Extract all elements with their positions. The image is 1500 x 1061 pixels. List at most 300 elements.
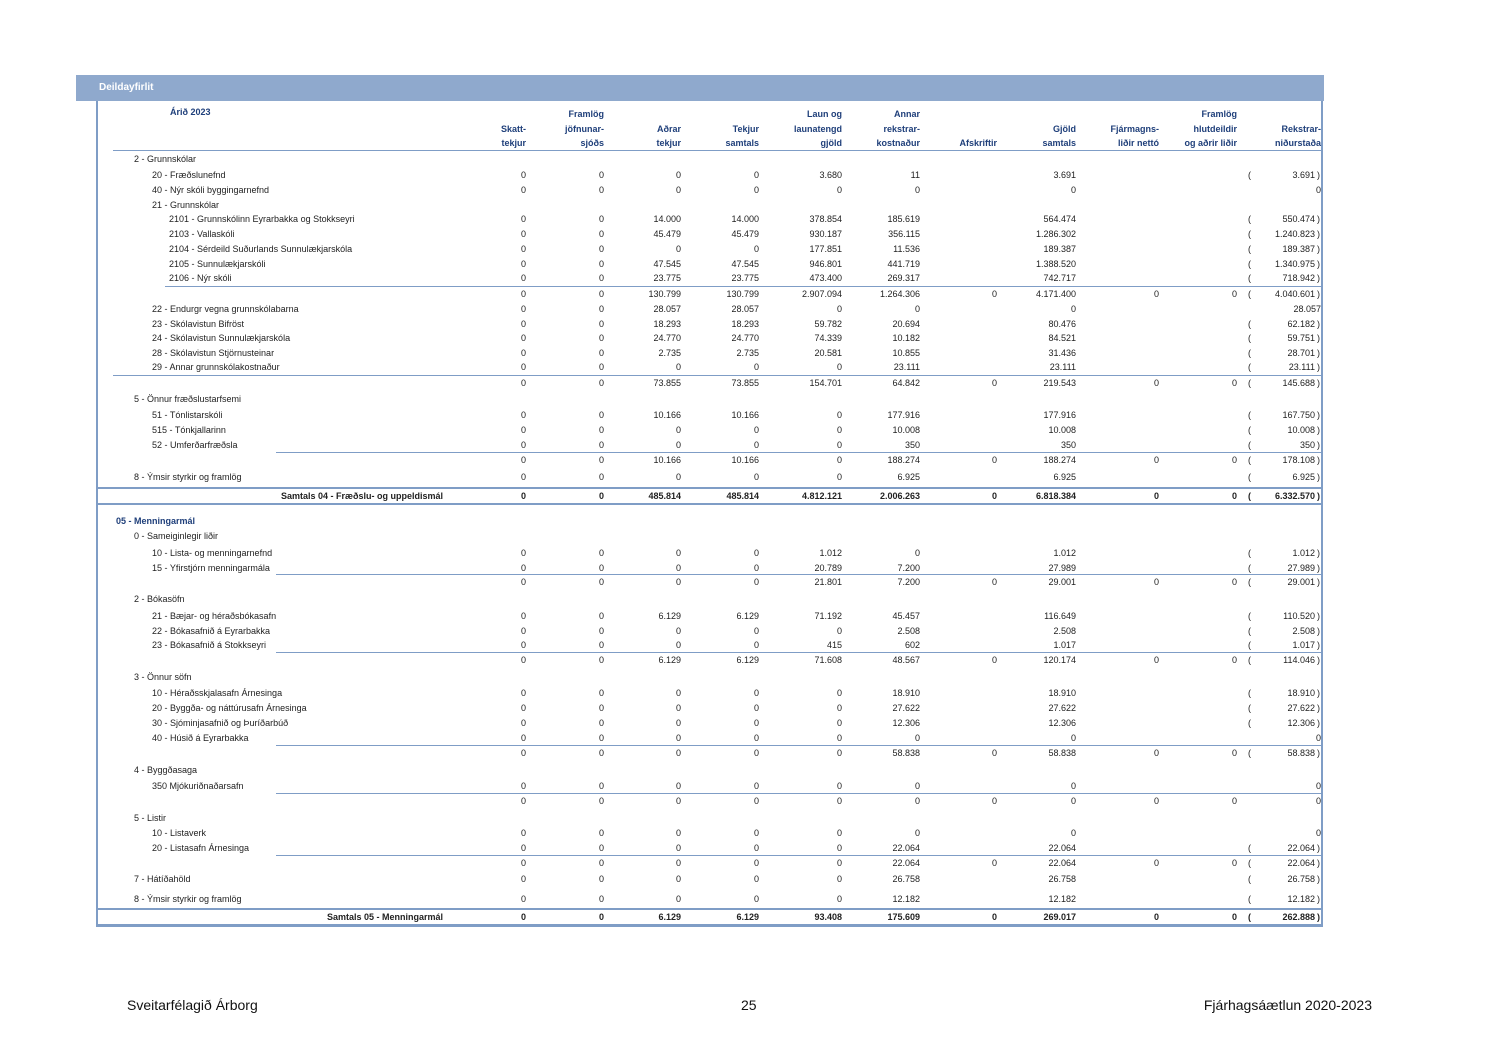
negative-close-paren: ) — [1317, 611, 1320, 621]
cell-col-1: 0 — [520, 170, 526, 180]
cell-col-5: 946.801 — [809, 259, 842, 269]
cell-result: 18.910 — [1287, 688, 1315, 698]
row-label: 52 - Umferðarfræðsla — [152, 440, 238, 450]
cell-col-5: 0 — [836, 455, 842, 465]
column-header-7-line-3: Afskriftir — [959, 138, 997, 148]
cell-col-1: 0 — [520, 410, 526, 420]
cell-col-6: 20.694 — [892, 319, 920, 329]
cell-col-6: 48.567 — [892, 655, 920, 665]
footer-municipality: Sveitarfélagið Árborg — [127, 997, 258, 1013]
cell-col-5: 0 — [836, 733, 842, 743]
table-row — [0, 423, 1500, 437]
subtotal-rule — [276, 452, 1321, 453]
cell-col-1: 0 — [520, 718, 526, 728]
cell-col-6: 7.200 — [897, 563, 920, 573]
cell-col-2: 0 — [598, 362, 604, 372]
row-label: 05 - Menningarmál — [116, 516, 196, 526]
negative-close-paren: ) — [1317, 491, 1320, 501]
cell-col-2: 0 — [598, 733, 604, 743]
negative-open-paren: ( — [1248, 472, 1251, 482]
table-row — [0, 242, 1500, 256]
cell-col-2: 0 — [598, 185, 604, 195]
cell-col-8: 0 — [1070, 781, 1076, 791]
cell-col-10: 0 — [1231, 796, 1237, 806]
cell-col-9: 0 — [1153, 796, 1159, 806]
section-heading — [0, 514, 1500, 528]
negative-close-paren: ) — [1317, 378, 1320, 388]
cell-col-3: 0 — [675, 170, 681, 180]
cell-col-4: 28.057 — [731, 304, 759, 314]
cell-col-2: 0 — [598, 640, 604, 650]
table-row — [0, 841, 1500, 855]
cell-result: 3.691 — [1292, 170, 1315, 180]
cell-col-8: 0 — [1070, 304, 1076, 314]
negative-close-paren: ) — [1317, 472, 1320, 482]
cell-col-1: 0 — [520, 319, 526, 329]
table-row — [0, 346, 1500, 360]
cell-col-3: 130.799 — [648, 289, 681, 299]
cell-col-1: 0 — [520, 894, 526, 904]
cell-col-1: 0 — [520, 688, 526, 698]
cell-col-2: 0 — [598, 170, 604, 180]
cell-col-6: 45.457 — [892, 611, 920, 621]
cell-result: 1.240.823 — [1274, 229, 1315, 239]
column-header-9-line-2: Fjármagns- — [1110, 123, 1159, 134]
cell-col-6: 0 — [914, 548, 920, 558]
cell-col-3: 0 — [675, 733, 681, 743]
cell-result: 23.111 — [1288, 362, 1315, 372]
column-header-6-line-3: kostnaður — [876, 138, 920, 148]
cell-col-8: 27.622 — [1048, 703, 1076, 713]
cell-col-5: 0 — [836, 828, 842, 838]
cell-col-8: 84.521 — [1048, 333, 1076, 343]
cell-result: 0 — [1315, 781, 1321, 791]
negative-close-paren: ) — [1317, 362, 1320, 372]
cell-result: 350 — [1299, 440, 1315, 450]
footer-page-number: 25 — [741, 997, 757, 1013]
cell-result: 2.508 — [1292, 626, 1315, 636]
negative-close-paren: ) — [1317, 289, 1320, 299]
cell-col-8: 3.691 — [1053, 170, 1076, 180]
cell-col-4: 14.000 — [731, 214, 759, 224]
cell-col-3: 10.166 — [653, 410, 681, 420]
cell-col-3: 23.775 — [653, 273, 681, 283]
cell-col-4: 0 — [753, 796, 759, 806]
cell-col-5: 2.907.094 — [801, 289, 842, 299]
subtotal-rule — [276, 574, 1321, 575]
column-header-8-line-2: Gjöld — [1053, 123, 1076, 134]
cell-col-9: 0 — [1153, 655, 1159, 665]
cell-col-3: 0 — [675, 563, 681, 573]
cell-col-4: 0 — [753, 185, 759, 195]
cell-col-7: 0 — [991, 455, 997, 465]
cell-col-2: 0 — [598, 348, 604, 358]
row-label: 29 - Annar grunnskólakostnaður — [152, 362, 280, 372]
negative-open-paren: ( — [1248, 455, 1251, 465]
table-row — [0, 227, 1500, 241]
cell-col-5: 21.801 — [814, 577, 842, 587]
cell-result: 114.046 — [1283, 655, 1315, 665]
column-header-6-line-2: rekstrar- — [883, 123, 920, 134]
cell-col-8: 350 — [1060, 440, 1076, 450]
cell-col-1: 0 — [520, 378, 526, 388]
cell-col-1: 0 — [520, 858, 526, 868]
row-label: 2101 - Grunnskólinn Eyrarbakka og Stokkseyri — [169, 214, 355, 224]
cell-result: 718.942 — [1282, 273, 1315, 283]
cell-col-8: 6.925 — [1053, 472, 1076, 482]
cell-col-5: 20.789 — [814, 563, 842, 573]
negative-open-paren: ( — [1248, 333, 1251, 343]
column-header-11-line-2: Rekstrar- — [1281, 123, 1321, 134]
cell-col-1: 0 — [520, 244, 526, 254]
column-header-5-line-1: Laun og — [807, 109, 842, 119]
cell-col-2: 0 — [598, 289, 604, 299]
subtotal-rule — [276, 745, 1321, 746]
cell-col-5: 0 — [836, 796, 842, 806]
cell-col-5: 1.012 — [819, 548, 842, 558]
cell-col-2: 0 — [598, 796, 604, 806]
cell-result: 0 — [1315, 185, 1321, 195]
negative-close-paren: ) — [1317, 718, 1320, 728]
negative-close-paren: ) — [1317, 244, 1320, 254]
cell-col-1: 0 — [520, 577, 526, 587]
group-heading — [0, 763, 1500, 777]
cell-col-8: 12.306 — [1048, 718, 1076, 728]
cell-col-8: 116.649 — [1044, 611, 1076, 621]
cell-col-7: 0 — [991, 748, 997, 758]
cell-col-4: 0 — [753, 843, 759, 853]
cell-col-6: 0 — [914, 733, 920, 743]
negative-close-paren: ) — [1317, 563, 1320, 573]
cell-col-6: 22.064 — [892, 858, 920, 868]
negative-open-paren: ( — [1248, 640, 1251, 650]
cell-col-1: 0 — [520, 425, 526, 435]
negative-close-paren: ) — [1317, 858, 1320, 868]
subtotal-row — [0, 794, 1500, 808]
negative-open-paren: ( — [1248, 491, 1251, 501]
negative-open-paren: ( — [1248, 718, 1251, 728]
cell-col-7: 0 — [991, 912, 997, 922]
cell-col-10: 0 — [1231, 491, 1237, 501]
cell-col-6: 0 — [914, 185, 920, 195]
cell-col-8: 26.758 — [1048, 874, 1076, 884]
negative-open-paren: ( — [1248, 912, 1251, 922]
cell-col-8: 31.436 — [1048, 348, 1076, 358]
cell-col-5: 0 — [836, 626, 842, 636]
cell-col-1: 0 — [520, 563, 526, 573]
row-label: 24 - Skólavistun Sunnulækjarskóla — [152, 333, 291, 343]
cell-col-4: 130.799 — [726, 289, 759, 299]
cell-col-1: 0 — [520, 843, 526, 853]
row-label: 28 - Skólavistun Stjörnusteinar — [152, 348, 275, 358]
cell-col-3: 0 — [675, 828, 681, 838]
cell-result: 22.064 — [1287, 858, 1315, 868]
cell-col-2: 0 — [598, 548, 604, 558]
negative-close-paren: ) — [1317, 548, 1320, 558]
cell-col-5: 0 — [836, 688, 842, 698]
group-heading — [0, 811, 1500, 825]
cell-col-4: 0 — [753, 703, 759, 713]
table-row — [0, 168, 1500, 182]
total-bottom-rule — [97, 503, 1322, 505]
cell-col-7: 0 — [991, 796, 997, 806]
cell-col-8: 219.543 — [1043, 378, 1076, 388]
cell-col-6: 0 — [914, 828, 920, 838]
cell-col-1: 0 — [520, 655, 526, 665]
cell-col-1: 0 — [520, 781, 526, 791]
cell-col-3: 6.129 — [658, 655, 681, 665]
cell-col-2: 0 — [598, 655, 604, 665]
cell-col-5: 0 — [836, 781, 842, 791]
table-row — [0, 317, 1500, 331]
cell-result: 58.838 — [1287, 748, 1315, 758]
cell-col-3: 10.166 — [653, 455, 681, 465]
subtotal-row — [0, 575, 1500, 589]
row-label: 2105 - Sunnulækjarskóli — [169, 259, 266, 269]
row-label: 51 - Tónlistarskóli — [152, 410, 223, 420]
cell-col-1: 0 — [520, 640, 526, 650]
cell-col-2: 0 — [598, 718, 604, 728]
row-label: 350 Mjókuriðnaðarsafn — [152, 781, 244, 791]
cell-col-4: 0 — [753, 828, 759, 838]
cell-col-2: 0 — [598, 259, 604, 269]
cell-col-2: 0 — [598, 688, 604, 698]
cell-col-2: 0 — [598, 455, 604, 465]
cell-result: 550.474 — [1282, 214, 1315, 224]
cell-col-2: 0 — [598, 229, 604, 239]
cell-col-5: 0 — [836, 748, 842, 758]
cell-col-3: 2.735 — [658, 348, 681, 358]
negative-open-paren: ( — [1248, 440, 1251, 450]
cell-col-6: 185.619 — [887, 214, 920, 224]
cell-col-6: 602 — [904, 640, 920, 650]
cell-col-5: 93.408 — [814, 912, 842, 922]
cell-col-8: 23.111 — [1049, 362, 1076, 372]
cell-col-4: 2.735 — [736, 348, 759, 358]
cell-col-6: 11 — [910, 170, 920, 180]
cell-col-8: 12.182 — [1048, 894, 1076, 904]
negative-open-paren: ( — [1248, 611, 1251, 621]
cell-col-1: 0 — [520, 912, 526, 922]
cell-result: 145.688 — [1282, 378, 1315, 388]
subtotal-rule — [165, 286, 1321, 287]
cell-col-10: 0 — [1231, 577, 1237, 587]
cell-result: 0 — [1315, 828, 1321, 838]
cell-col-1: 0 — [520, 548, 526, 558]
cell-col-6: 350 — [904, 440, 920, 450]
cell-col-4: 0 — [753, 577, 759, 587]
cell-col-1: 0 — [520, 455, 526, 465]
cell-col-4: 0 — [753, 472, 759, 482]
cell-col-2: 0 — [598, 703, 604, 713]
cell-col-3: 0 — [675, 748, 681, 758]
cell-col-10: 0 — [1231, 378, 1237, 388]
cell-col-9: 0 — [1153, 455, 1159, 465]
cell-col-2: 0 — [598, 440, 604, 450]
table-row — [0, 438, 1500, 452]
cell-col-1: 0 — [520, 333, 526, 343]
cell-col-5: 0 — [836, 304, 842, 314]
cell-col-2: 0 — [598, 319, 604, 329]
column-header-10-line-1: Framlög — [1201, 109, 1237, 119]
cell-result: 59.751 — [1287, 333, 1315, 343]
negative-close-paren: ) — [1317, 333, 1320, 343]
row-label: 30 - Sjóminjasafnið og Þuríðarbúð — [152, 718, 289, 728]
cell-col-2: 0 — [598, 472, 604, 482]
cell-col-4: 73.855 — [731, 378, 759, 388]
row-label: 2 - Bókasöfn — [134, 594, 185, 604]
cell-col-7: 0 — [991, 655, 997, 665]
cell-col-8: 1.286.302 — [1035, 229, 1076, 239]
cell-col-3: 0 — [675, 362, 681, 372]
cell-col-8: 22.064 — [1048, 843, 1076, 853]
cell-col-6: 11.536 — [893, 244, 920, 254]
cell-result: 27.622 — [1287, 703, 1315, 713]
cell-col-4: 10.166 — [731, 455, 759, 465]
cell-col-5: 0 — [836, 843, 842, 853]
table-row — [0, 408, 1500, 422]
cell-col-5: 378.854 — [809, 214, 842, 224]
group-heading — [0, 392, 1500, 406]
table-row — [0, 212, 1500, 226]
cell-col-5: 0 — [836, 703, 842, 713]
row-label: 4 - Byggðasaga — [134, 765, 198, 775]
negative-open-paren: ( — [1248, 319, 1251, 329]
cell-col-4: 0 — [753, 440, 759, 450]
negative-open-paren: ( — [1248, 425, 1251, 435]
negative-open-paren: ( — [1248, 563, 1251, 573]
row-label: 8 - Ýmsir styrkir og framlög — [134, 894, 242, 904]
table-row — [0, 826, 1500, 840]
cell-col-2: 0 — [598, 781, 604, 791]
cell-col-5: 0 — [836, 425, 842, 435]
negative-open-paren: ( — [1248, 703, 1251, 713]
cell-col-9: 0 — [1153, 912, 1159, 922]
negative-close-paren: ) — [1317, 410, 1320, 420]
negative-close-paren: ) — [1317, 455, 1320, 465]
subtotal-row — [0, 287, 1500, 301]
negative-open-paren: ( — [1248, 214, 1251, 224]
cell-col-3: 0 — [675, 843, 681, 853]
cell-result: 110.520 — [1283, 611, 1315, 621]
cell-col-3: 18.293 — [653, 319, 681, 329]
cell-col-6: 22.064 — [892, 843, 920, 853]
banner-title: Deildayfirlit — [99, 82, 154, 93]
cell-col-3: 0 — [675, 472, 681, 482]
group-heading — [0, 529, 1500, 543]
cell-col-4: 10.166 — [731, 410, 759, 420]
row-label: 40 - Húsið á Eyrarbakka — [152, 733, 249, 743]
cell-col-4: 47.545 — [731, 259, 759, 269]
cell-col-3: 28.057 — [653, 304, 681, 314]
table-row — [0, 546, 1500, 560]
subtotal-row — [0, 653, 1500, 667]
cell-col-6: 177.916 — [887, 410, 920, 420]
cell-col-6: 356.115 — [888, 229, 920, 239]
cell-col-5: 4.812.121 — [801, 491, 842, 501]
cell-col-1: 0 — [520, 440, 526, 450]
cell-result: 1.012 — [1292, 548, 1315, 558]
negative-open-paren: ( — [1248, 410, 1251, 420]
negative-close-paren: ) — [1317, 688, 1320, 698]
cell-col-1: 0 — [520, 874, 526, 884]
negative-close-paren: ) — [1317, 440, 1320, 450]
cell-col-8: 0 — [1070, 733, 1076, 743]
cell-col-4: 0 — [753, 563, 759, 573]
negative-close-paren: ) — [1317, 170, 1320, 180]
cell-col-3: 0 — [675, 894, 681, 904]
column-header-8-line-3: samtals — [1042, 138, 1076, 148]
cell-col-3: 0 — [675, 874, 681, 884]
cell-col-1: 0 — [520, 348, 526, 358]
column-header-3-line-3: tekjur — [656, 138, 681, 148]
negative-open-paren: ( — [1248, 170, 1251, 180]
cell-col-8: 80.476 — [1048, 319, 1076, 329]
cell-col-6: 18.910 — [892, 688, 920, 698]
cell-col-9: 0 — [1153, 748, 1159, 758]
cell-col-3: 0 — [675, 548, 681, 558]
cell-result: 4.040.601 — [1274, 289, 1315, 299]
cell-col-7: 0 — [991, 858, 997, 868]
cell-col-1: 0 — [520, 362, 526, 372]
cell-result: 28.701 — [1287, 348, 1315, 358]
cell-col-1: 0 — [520, 748, 526, 758]
column-header-3-line-2: Aðrar — [656, 123, 681, 134]
cell-col-8: 29.001 — [1048, 577, 1076, 587]
cell-col-5: 71.608 — [814, 655, 842, 665]
negative-open-paren: ( — [1248, 655, 1251, 665]
cell-col-4: 0 — [753, 874, 759, 884]
row-label: 20 - Fræðslunefnd — [152, 170, 226, 180]
negative-open-paren: ( — [1248, 626, 1251, 636]
cell-result: 28.057 — [1293, 304, 1321, 314]
cell-col-4: 6.129 — [736, 655, 759, 665]
cell-col-4: 0 — [753, 733, 759, 743]
cell-result: 29.001 — [1287, 577, 1315, 587]
cell-col-3: 6.129 — [658, 611, 681, 621]
cell-result: 1.017 — [1292, 640, 1315, 650]
cell-col-1: 0 — [520, 273, 526, 283]
table-row — [0, 686, 1500, 700]
row-label: 515 - Tónkjallarinn — [152, 425, 226, 435]
subtotal-rule — [113, 375, 1321, 376]
cell-col-3: 47.545 — [653, 259, 681, 269]
cell-col-1: 0 — [520, 289, 526, 299]
cell-result: 189.387 — [1282, 244, 1315, 254]
cell-col-9: 0 — [1153, 858, 1159, 868]
cell-col-2: 0 — [598, 874, 604, 884]
cell-col-8: 18.910 — [1048, 688, 1076, 698]
cell-col-10: 0 — [1231, 912, 1237, 922]
negative-close-paren: ) — [1317, 874, 1320, 884]
row-label: 23 - Bókasafnið á Stokkseyri — [152, 640, 267, 650]
negative-close-paren: ) — [1317, 348, 1320, 358]
cell-col-2: 0 — [598, 333, 604, 343]
group-heading — [0, 152, 1500, 166]
cell-col-4: 0 — [753, 894, 759, 904]
cell-col-5: 415 — [826, 640, 842, 650]
cell-col-1: 0 — [520, 796, 526, 806]
column-header-2-line-2: jöfnunar- — [565, 123, 604, 134]
row-label: 10 - Héraðsskjalasafn Árnesinga — [152, 688, 283, 698]
cell-col-8: 1.017 — [1053, 640, 1076, 650]
negative-close-paren: ) — [1317, 229, 1320, 239]
cell-col-3: 73.855 — [653, 378, 681, 388]
cell-col-1: 0 — [520, 491, 526, 501]
negative-open-paren: ( — [1248, 548, 1251, 558]
negative-open-paren: ( — [1248, 748, 1251, 758]
cell-result: 1.340.975 — [1274, 259, 1315, 269]
